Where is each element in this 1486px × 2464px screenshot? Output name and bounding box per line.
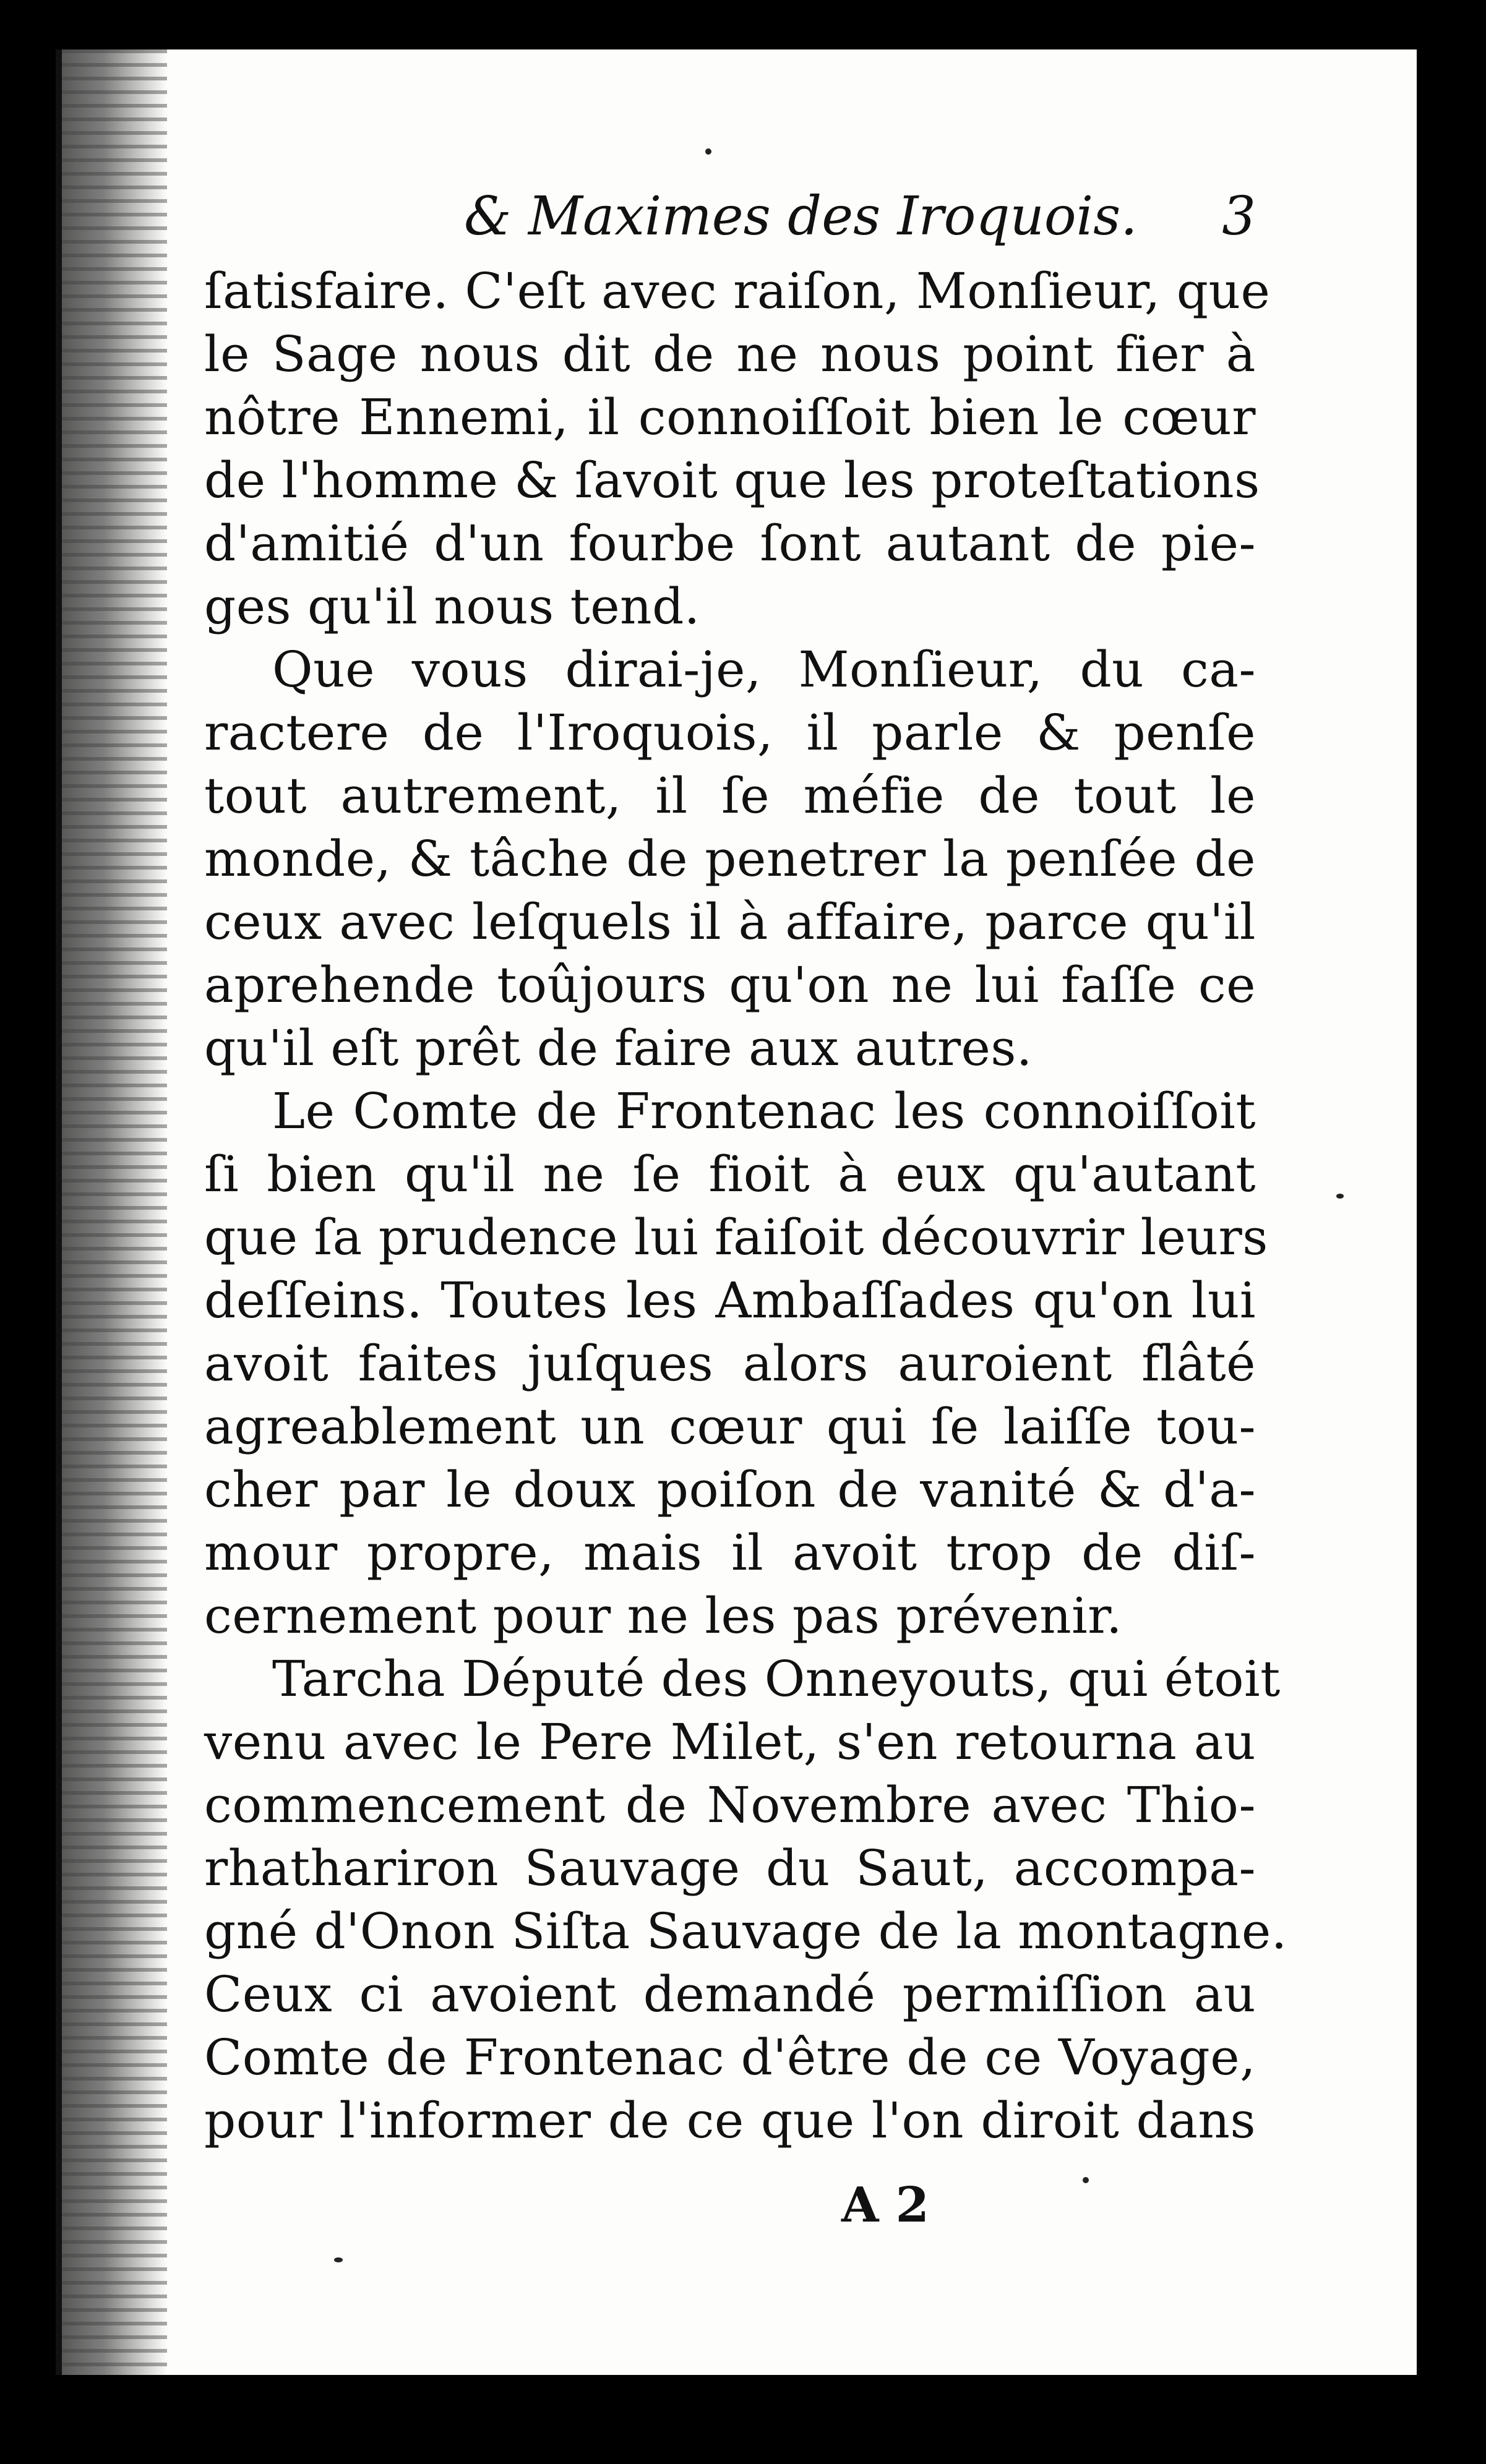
text-line: deſſeins. Toutes les Ambaſſades qu'on lui	[204, 1272, 1256, 1329]
text-line: ceux avec leſquels il à affaire, parce qu'il	[204, 893, 1256, 951]
text-line: qu'il eſt prêt de faire aux autres.	[204, 1019, 1033, 1077]
page-gutter-shadow	[62, 49, 167, 2375]
text-line: ges qu'il nous tend.	[204, 578, 700, 635]
running-head	[204, 173, 1256, 266]
page-content	[204, 173, 1287, 2245]
text-line: gné d'Onon Siſta Sauvage de la montagne.	[204, 1902, 1287, 1960]
text-line: cher par le doux poiſon de vanité & d'a-	[204, 1461, 1256, 1518]
text-line: ſi bien qu'il ne ſe fioit à eux qu'autant	[204, 1145, 1256, 1203]
text-line: venu avec le Pere Milet, s'en retourna au	[204, 1713, 1256, 1771]
text-line: Ceux ci avoient demandé permiſſion au	[204, 1966, 1256, 2023]
text-line: Que vous dirai-je, Monſieur, du ca-	[272, 641, 1256, 698]
text-line: d'amitié d'un fourbe ſont autant de pie-	[204, 515, 1256, 572]
text-line: cernement pour ne les pas prévenir.	[204, 1587, 1123, 1645]
text-line: aprehende toûjours qu'on ne lui faſſe ce	[204, 956, 1256, 1014]
text-line: monde, & tâche de penetrer la penſée de	[204, 830, 1256, 888]
text-line: agreablement un cœur qui ſe laiſſe tou-	[204, 1398, 1256, 1455]
ink-speck	[1336, 1194, 1344, 1199]
page-number: 3	[1222, 186, 1256, 247]
ink-speck	[334, 2257, 343, 2262]
signature-mark-row	[204, 2177, 1256, 2245]
text-line: avoit faites juſques alors auroient flâté	[204, 1335, 1256, 1392]
body-text	[204, 260, 1287, 2152]
text-line: commencement de Novembre avec Thio-	[204, 1776, 1256, 1834]
text-line: mour propre, mais il avoit trop de diſ-	[204, 1524, 1256, 1581]
text-line: de l'homme & ſavoit que les proteſtations	[204, 451, 1260, 509]
text-line: pour l'informer de ce que l'on diroit dans	[204, 2092, 1256, 2149]
text-line: que ſa prudence lui faiſoit découvrir leurs	[204, 1208, 1268, 1266]
text-line: Comte de Frontenac d'être de ce Voyage,	[204, 2029, 1256, 2086]
text-line: le Sage nous dit de ne nous point fier à	[204, 325, 1256, 383]
text-line: tout autrement, il ſe méfie de tout le	[204, 767, 1256, 824]
signature-mark: A 2	[841, 2177, 929, 2233]
text-line: Le Comte de Frontenac les connoiſſoit	[272, 1082, 1256, 1140]
ink-speck	[1083, 2177, 1089, 2183]
book-page	[56, 49, 1417, 2375]
text-line: rhathariron Sauvage du Saut, accompa-	[204, 1839, 1256, 1897]
text-line: ſatisfaire. C'eſt avec raiſon, Monſieur, que	[204, 262, 1271, 320]
text-line: Tarcha Député des Onneyouts, qui étoit	[272, 1650, 1281, 1708]
ink-speck	[705, 148, 711, 155]
text-line: nôtre Ennemi, il connoiſſoit bien le cœur	[204, 388, 1256, 446]
text-line: ractere de l'Iroquois, il parle & penſe	[204, 704, 1256, 761]
running-title: & Maximes des Iroquois.	[464, 186, 1138, 247]
